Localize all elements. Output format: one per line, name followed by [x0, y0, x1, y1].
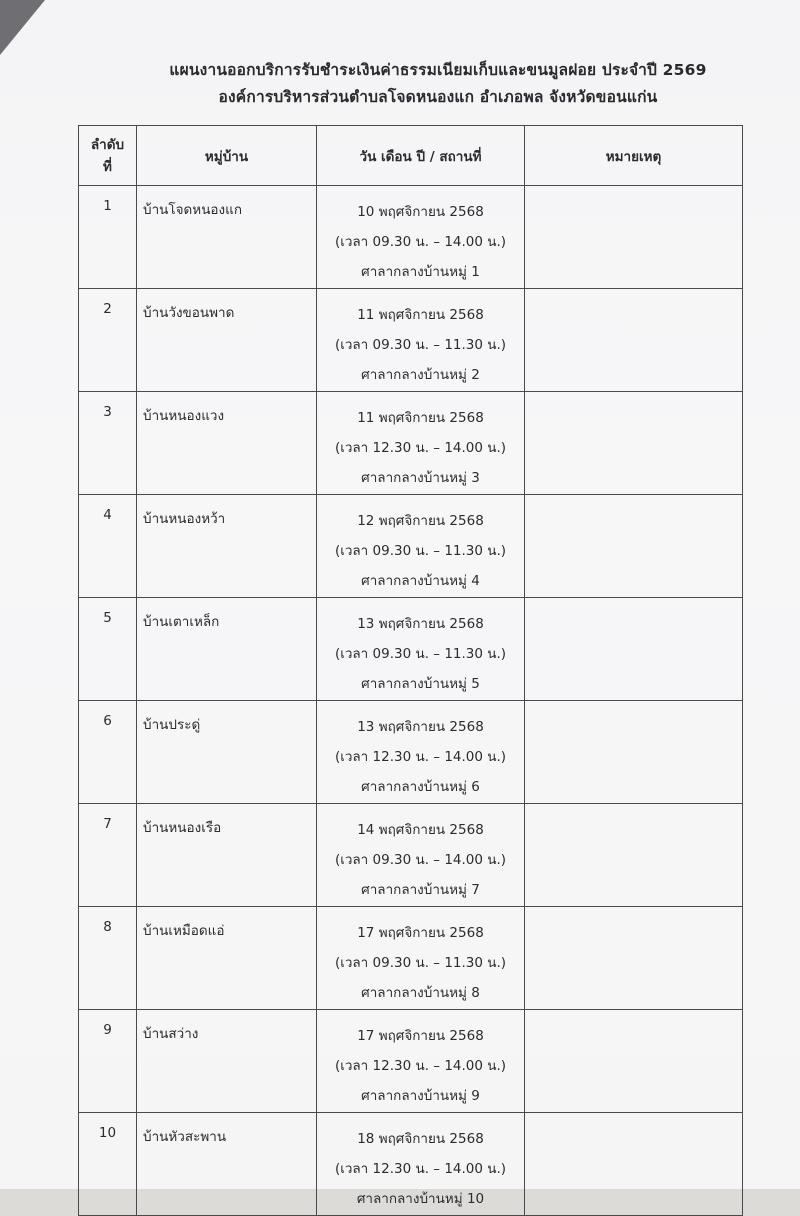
row-time: (เวลา 09.30 น. – 11.30 น.) [334, 543, 507, 559]
row-village: บ้านสว่าง [137, 1010, 317, 1113]
row-note [525, 392, 743, 495]
row-place: ศาลากลางบ้านหมู่ 3 [361, 470, 480, 486]
row-note [525, 1113, 743, 1216]
row-date: 13 พฤศจิกายน 2568 [357, 616, 484, 632]
table-row [79, 495, 743, 598]
row-note [525, 598, 743, 701]
row-place: ศาลากลางบ้านหมู่ 1 [361, 264, 480, 280]
row-place: ศาลากลางบ้านหมู่ 10 [356, 1191, 485, 1207]
schedule-table [78, 125, 743, 1216]
row-number: 2 [79, 289, 137, 392]
header-no-line2: ที่ [103, 159, 112, 175]
row-note [525, 701, 743, 804]
row-note [525, 907, 743, 1010]
header-no-line1: ลำดับ [90, 137, 125, 153]
row-date: 14 พฤศจิกายน 2568 [357, 822, 484, 838]
row-village: บ้านหนองหว้า [137, 495, 317, 598]
table-header-row [79, 126, 743, 186]
row-place: ศาลากลางบ้านหมู่ 2 [361, 367, 480, 383]
row-date-place [317, 701, 525, 804]
row-time: (เวลา 12.30 น. – 14.00 น.) [334, 1058, 507, 1074]
table-row [79, 1113, 743, 1216]
row-date-place [317, 495, 525, 598]
row-date: 10 พฤศจิกายน 2568 [357, 204, 484, 220]
row-note [525, 495, 743, 598]
row-village: บ้านเตาเหล็ก [137, 598, 317, 701]
page-corner-shadow [0, 0, 45, 55]
row-date: 13 พฤศจิกายน 2568 [357, 719, 484, 735]
row-date-place [317, 907, 525, 1010]
row-place: ศาลากลางบ้านหมู่ 8 [361, 985, 480, 1001]
row-date: 12 พฤศจิกายน 2568 [357, 513, 484, 529]
row-time: (เวลา 12.30 น. – 14.00 น.) [334, 1161, 507, 1177]
row-date-place [317, 186, 525, 289]
table-row [79, 701, 743, 804]
row-date: 18 พฤศจิกายน 2568 [357, 1131, 484, 1147]
document-title: แผนงานออกบริการรับชำระเงินค่าธรรมเนียมเก็บและขนมูลฝอย ประจำปี 2569 [169, 61, 707, 79]
row-date: 11 พฤศจิกายน 2568 [357, 410, 484, 426]
row-time: (เวลา 09.30 น. – 14.00 น.) [334, 852, 507, 868]
row-village: บ้านวังขอนพาด [137, 289, 317, 392]
row-place: ศาลากลางบ้านหมู่ 5 [361, 676, 480, 692]
row-date-place [317, 1113, 525, 1216]
row-number: 4 [79, 495, 137, 598]
header-note: หมายเหตุ [525, 126, 743, 186]
row-village: บ้านโจดหนองแก [137, 186, 317, 289]
row-village: บ้านหนองเรือ [137, 804, 317, 907]
table-row [79, 907, 743, 1010]
table-row [79, 598, 743, 701]
row-village: บ้านหัวสะพาน [137, 1113, 317, 1216]
row-date: 17 พฤศจิกายน 2568 [357, 1028, 484, 1044]
row-number: 7 [79, 804, 137, 907]
header-village: หมู่บ้าน [137, 126, 317, 186]
row-time: (เวลา 09.30 น. – 11.30 น.) [334, 337, 507, 353]
row-note [525, 804, 743, 907]
row-note [525, 1010, 743, 1113]
header-no [79, 126, 137, 186]
row-village: บ้านเหมือดแอ่ [137, 907, 317, 1010]
row-place: ศาลากลางบ้านหมู่ 7 [361, 882, 480, 898]
header-date-place: วัน เดือน ปี / สถานที่ [317, 126, 525, 186]
row-village: บ้านประดู่ [137, 701, 317, 804]
row-note [525, 186, 743, 289]
row-place: ศาลากลางบ้านหมู่ 6 [361, 779, 480, 795]
row-time: (เวลา 09.30 น. – 11.30 น.) [334, 955, 507, 971]
row-date: 11 พฤศจิกายน 2568 [357, 307, 484, 323]
table-row [79, 289, 743, 392]
row-time: (เวลา 09.30 น. – 14.00 น.) [334, 234, 507, 250]
row-date: 17 พฤศจิกายน 2568 [357, 925, 484, 941]
row-time: (เวลา 12.30 น. – 14.00 น.) [334, 749, 507, 765]
row-number: 6 [79, 701, 137, 804]
row-number: 3 [79, 392, 137, 495]
table-row [79, 1010, 743, 1113]
row-place: ศาลากลางบ้านหมู่ 9 [361, 1088, 480, 1104]
row-date-place [317, 392, 525, 495]
row-time: (เวลา 09.30 น. – 11.30 น.) [334, 646, 507, 662]
row-number: 10 [79, 1113, 137, 1216]
row-village: บ้านหนองแวง [137, 392, 317, 495]
row-date-place [317, 804, 525, 907]
table-row [79, 392, 743, 495]
row-date-place [317, 1010, 525, 1113]
row-time: (เวลา 12.30 น. – 14.00 น.) [334, 440, 507, 456]
table-row [79, 804, 743, 907]
table-row [79, 186, 743, 289]
row-number: 8 [79, 907, 137, 1010]
row-date-place [317, 289, 525, 392]
document-subtitle: องค์การบริหารส่วนตำบลโจดหนองแก อำเภอพล จังหวัดขอนแก่น [218, 88, 658, 106]
row-number: 9 [79, 1010, 137, 1113]
row-date-place [317, 598, 525, 701]
row-note [525, 289, 743, 392]
row-number: 5 [79, 598, 137, 701]
row-number: 1 [79, 186, 137, 289]
row-place: ศาลากลางบ้านหมู่ 4 [361, 573, 480, 589]
